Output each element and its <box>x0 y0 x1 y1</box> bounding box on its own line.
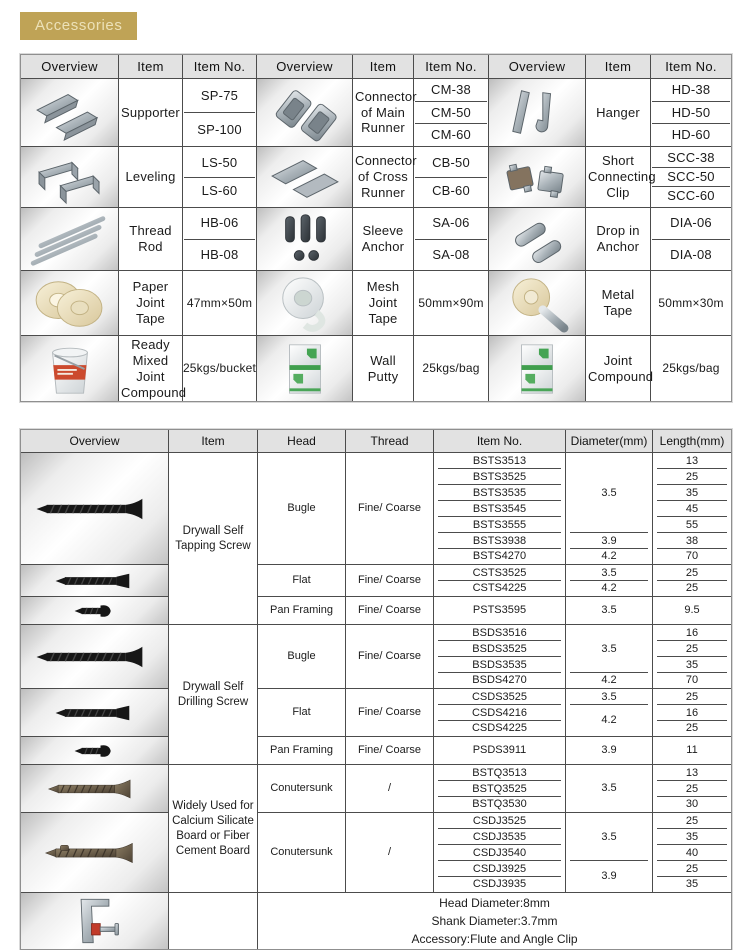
column-header: Diameter(mm) <box>566 430 653 453</box>
column-header: Length(mm) <box>653 430 731 453</box>
length-value: 30 <box>653 797 731 813</box>
overview-cell <box>489 271 586 336</box>
item-no: CSDJ3935 <box>434 877 566 893</box>
item-no-cell <box>183 208 257 271</box>
item-no-cell <box>414 271 489 336</box>
footer-note: Shank Diameter:3.7mm <box>431 914 558 929</box>
thread-cell: Fine/ Coarse <box>346 453 434 565</box>
item-no: CSDS3525 <box>434 689 566 705</box>
overview-cell <box>489 147 586 208</box>
item-no: SCC-50 <box>652 168 730 187</box>
column-header: Item <box>353 55 414 79</box>
overview-cell <box>489 79 586 147</box>
item-name: Drop in Anchor <box>586 208 651 271</box>
table-row <box>21 208 731 271</box>
item-no: BSTQ3525 <box>434 781 566 797</box>
overview-cell <box>489 208 586 271</box>
item-no: CSDJ3540 <box>434 845 566 861</box>
item-no-cell <box>183 79 257 147</box>
accessories-table <box>20 54 732 402</box>
item-no: SCC-60 <box>667 188 715 204</box>
column-header: Item <box>169 430 258 453</box>
table-row <box>21 765 731 781</box>
column-header: Overview <box>489 55 586 79</box>
column-header: Overview <box>257 55 353 79</box>
item-no: PSTS3595 <box>434 597 566 625</box>
overview-cell <box>257 79 353 147</box>
drop-in-anchor-photo <box>492 209 582 269</box>
item-no: BSTS4270 <box>434 549 566 565</box>
thread-cell: Fine/ Coarse <box>346 689 434 737</box>
pan-framing-self-tapping-screw-photo <box>35 600 155 622</box>
item-no: BSTS3525 <box>434 469 566 485</box>
item-no: CSTS4225 <box>434 581 566 597</box>
table-row <box>21 565 731 581</box>
item-no: CM-50 <box>415 102 487 125</box>
length-value: 25 <box>653 781 731 797</box>
table-row <box>21 813 731 829</box>
column-header: Head <box>258 430 346 453</box>
item-name: Sleeve Anchor <box>353 208 414 271</box>
bugle-self-drilling-screw-photo <box>31 644 159 670</box>
screws-table <box>20 429 732 950</box>
table-row <box>21 271 731 336</box>
item-name: Hanger <box>586 79 651 147</box>
table-row <box>21 79 731 147</box>
length-value: 25 <box>653 813 731 829</box>
diameter-value: 3.5 <box>566 597 653 625</box>
item-no: BSTS3545 <box>434 501 566 517</box>
item-no: BSTS3535 <box>434 485 566 501</box>
overview-cell <box>257 336 353 401</box>
overview-cell <box>21 625 169 689</box>
diameter-value: 3.5 <box>566 453 653 533</box>
length-value: 38 <box>653 533 731 549</box>
item-no: CSDJ3925 <box>434 861 566 877</box>
item-no: CSTS3525 <box>434 565 566 581</box>
item-no: BSTS3513 <box>434 453 566 469</box>
overview-cell <box>21 813 169 893</box>
item-no: HB-08 <box>200 246 239 262</box>
thread-cell: Fine/ Coarse <box>346 565 434 597</box>
overview-cell <box>21 271 119 336</box>
item-no-cell <box>651 147 731 208</box>
diameter-value: 3.5 <box>566 689 653 705</box>
joint-compound-photo <box>492 339 582 399</box>
head-cell: Pan Framing <box>258 737 346 765</box>
item-no-cell <box>651 271 731 336</box>
head-cell: Flat <box>258 565 346 597</box>
length-value: 11 <box>653 737 731 765</box>
item-name: Leveling <box>119 147 183 208</box>
item-no-cell <box>183 336 257 401</box>
item-no: SP-75 <box>184 79 255 113</box>
page-title: Accessories <box>20 12 137 40</box>
item-no-cell <box>651 208 731 271</box>
item-name: Connector of Cross Runner <box>353 147 414 208</box>
footer-note-cell <box>258 893 731 949</box>
head-cell: Pan Framing <box>258 597 346 625</box>
item-no: LS-60 <box>201 183 238 199</box>
length-value: 16 <box>653 705 731 721</box>
item-no: HD-38 <box>652 79 730 102</box>
item-size: 25kgs/bucket <box>182 361 257 376</box>
connector-cross-runner-photo <box>260 147 350 207</box>
diameter-value: 3.5 <box>566 765 653 813</box>
length-value: 25 <box>653 721 731 737</box>
item-name: Thread Rod <box>119 208 183 271</box>
sleeve-anchor-photo <box>260 209 350 269</box>
item-name: Supporter <box>119 79 183 147</box>
overview-cell <box>21 79 119 147</box>
head-cell: Conutersunk <box>258 813 346 893</box>
item-no-cell <box>183 271 257 336</box>
item-name: Joint Compound <box>586 336 651 401</box>
length-value: 13 <box>653 765 731 781</box>
item-no: PSDS3911 <box>434 737 566 765</box>
item-no: LS-50 <box>184 149 255 178</box>
diameter-value: 3.5 <box>566 813 653 861</box>
column-header: Item No. <box>183 55 257 79</box>
item-size: 25kgs/bag <box>422 361 480 376</box>
item-no: BSTQ3530 <box>434 797 566 813</box>
diameter-value: 4.2 <box>566 581 653 597</box>
length-value: 25 <box>653 861 731 877</box>
head-cell: Bugle <box>258 625 346 689</box>
overview-cell <box>489 336 586 401</box>
length-value: 35 <box>653 485 731 501</box>
item-no: CB-50 <box>415 149 487 178</box>
overview-cell <box>257 271 353 336</box>
item-no: SCC-38 <box>652 149 730 168</box>
footer-note: Head Diameter:8mm <box>439 896 550 911</box>
item-no: SP-100 <box>197 121 242 137</box>
overview-cell <box>21 597 169 625</box>
item-no: CM-38 <box>415 79 487 102</box>
column-header: Item No. <box>651 55 731 79</box>
item-no: BSDS4270 <box>434 673 566 689</box>
item-name: Paper Joint Tape <box>119 271 183 336</box>
thread-cell: Fine/ Coarse <box>346 625 434 689</box>
item-name: Wall Putty <box>353 336 414 401</box>
ready-mixed-joint-compound-photo <box>25 339 115 399</box>
item-no-cell <box>414 336 489 401</box>
diameter-value: 4.2 <box>566 673 653 689</box>
item-no: BSDS3535 <box>434 657 566 673</box>
overview-cell <box>21 689 169 737</box>
item-no: HD-50 <box>652 102 730 125</box>
bugle-self-tapping-screw-photo <box>31 496 159 522</box>
diameter-value: 3.9 <box>566 861 653 893</box>
length-value: 45 <box>653 501 731 517</box>
mesh-joint-tape-photo <box>260 273 350 333</box>
item-no: BSTS3938 <box>434 533 566 549</box>
table-row <box>21 737 731 765</box>
item-no: DIA-06 <box>652 208 730 240</box>
head-cell: Flat <box>258 689 346 737</box>
diameter-value: 3.5 <box>566 565 653 581</box>
length-value: 40 <box>653 845 731 861</box>
item-no: HB-06 <box>184 208 255 240</box>
angle-clip-photo <box>55 894 135 948</box>
length-value: 13 <box>653 453 731 469</box>
table-row <box>21 453 731 469</box>
overview-cell <box>257 208 353 271</box>
empty-cell <box>169 893 258 949</box>
diameter-value: 3.5 <box>566 625 653 673</box>
item-no: SA-08 <box>432 246 470 262</box>
flat-self-tapping-screw-photo <box>35 569 155 593</box>
thread-rod-photo <box>25 209 115 269</box>
column-header: Overview <box>21 55 119 79</box>
item-no-cell <box>414 79 489 147</box>
item-no-cell <box>414 147 489 208</box>
column-header: Item No. <box>434 430 566 453</box>
column-header: Item No. <box>414 55 489 79</box>
length-value: 9.5 <box>653 597 731 625</box>
overview-cell <box>21 208 119 271</box>
item-size: 47mm×50m <box>186 295 253 310</box>
table-row <box>21 689 731 705</box>
item-no: CSDJ3535 <box>434 829 566 845</box>
header-row <box>21 55 731 79</box>
length-value: 25 <box>653 469 731 485</box>
flat-self-drilling-screw-photo <box>35 701 155 725</box>
column-header: Thread <box>346 430 434 453</box>
item-no-cell <box>414 208 489 271</box>
item-name: Connector of Main Runner <box>353 79 414 147</box>
wall-putty-photo <box>260 339 350 399</box>
header-row <box>21 430 731 453</box>
item-no-cell <box>651 336 731 401</box>
item-no-cell <box>183 147 257 208</box>
item-no: DIA-08 <box>670 246 712 262</box>
overview-cell <box>21 453 169 565</box>
hanger-photo <box>492 83 582 143</box>
diameter-value: 3.9 <box>566 533 653 549</box>
item-name: Drywall Self Drilling Screw <box>169 625 258 765</box>
item-no: CSDJ3525 <box>434 813 566 829</box>
length-value: 16 <box>653 625 731 641</box>
item-no: BSDS3516 <box>434 625 566 641</box>
leveling-photo <box>25 147 115 207</box>
length-value: 25 <box>653 641 731 657</box>
length-value: 25 <box>653 581 731 597</box>
short-connecting-clip-photo <box>492 147 582 207</box>
thread-cell: / <box>346 765 434 813</box>
countersunk-wing-screw-photo <box>35 777 155 801</box>
overview-cell <box>21 147 119 208</box>
item-no: CB-60 <box>432 183 470 199</box>
item-no: CSDS4225 <box>434 721 566 737</box>
column-header: Overview <box>21 430 169 453</box>
table-row <box>21 625 731 641</box>
overview-cell <box>21 336 119 401</box>
item-name: Metal Tape <box>586 271 651 336</box>
thread-cell: Fine/ Coarse <box>346 737 434 765</box>
diameter-value: 3.9 <box>566 737 653 765</box>
overview-cell <box>21 565 169 597</box>
head-cell: Bugle <box>258 453 346 565</box>
item-name: Widely Used for Calcium Silicate Board or Fiber Cement Board <box>169 765 258 893</box>
length-value: 70 <box>653 549 731 565</box>
column-header: Item <box>586 55 651 79</box>
length-value: 25 <box>653 689 731 705</box>
pan-framing-self-drilling-screw-photo <box>35 740 155 762</box>
overview-cell <box>21 737 169 765</box>
item-name: Mesh Joint Tape <box>353 271 414 336</box>
thread-cell: Fine/ Coarse <box>346 597 434 625</box>
overview-cell <box>21 765 169 813</box>
table-row <box>21 336 731 401</box>
table-row <box>21 147 731 208</box>
item-no: HD-60 <box>671 127 711 143</box>
countersunk-wing-drilling-screw-photo <box>33 840 157 866</box>
diameter-value: 4.2 <box>566 549 653 565</box>
length-value: 70 <box>653 673 731 689</box>
item-size: 25kgs/bag <box>662 361 720 376</box>
item-no-cell <box>651 79 731 147</box>
metal-tape-photo <box>492 273 582 333</box>
item-name: Short Connecting Clip <box>586 147 651 208</box>
item-size: 50mm×30m <box>658 295 724 310</box>
item-name: Drywall Self Tapping Screw <box>169 453 258 625</box>
item-no: CM-60 <box>430 127 471 143</box>
item-no: SA-06 <box>415 208 487 240</box>
paper-joint-tape-photo <box>25 273 115 333</box>
item-no: BSTS3555 <box>434 517 566 533</box>
thread-cell: / <box>346 813 434 893</box>
table-row <box>21 597 731 625</box>
length-value: 35 <box>653 829 731 845</box>
item-no: BSTQ3513 <box>434 765 566 781</box>
supporter-photo <box>25 83 115 143</box>
item-no: BSDS3525 <box>434 641 566 657</box>
overview-cell <box>21 893 169 949</box>
item-no: CSDS4216 <box>434 705 566 721</box>
item-size: 50mm×90m <box>418 295 484 310</box>
head-cell: Conutersunk <box>258 765 346 813</box>
footer-note: Accessory:Flute and Angle Clip <box>411 932 578 947</box>
footer-row <box>21 893 731 949</box>
length-value: 35 <box>653 877 731 893</box>
item-name: Ready Mixed Joint Compound <box>121 337 187 400</box>
overview-cell <box>257 147 353 208</box>
connector-main-runner-photo <box>260 83 350 143</box>
length-value: 25 <box>653 565 731 581</box>
diameter-value: 4.2 <box>566 705 653 737</box>
length-value: 35 <box>653 657 731 673</box>
length-value: 55 <box>653 517 731 533</box>
column-header: Item <box>119 55 183 79</box>
